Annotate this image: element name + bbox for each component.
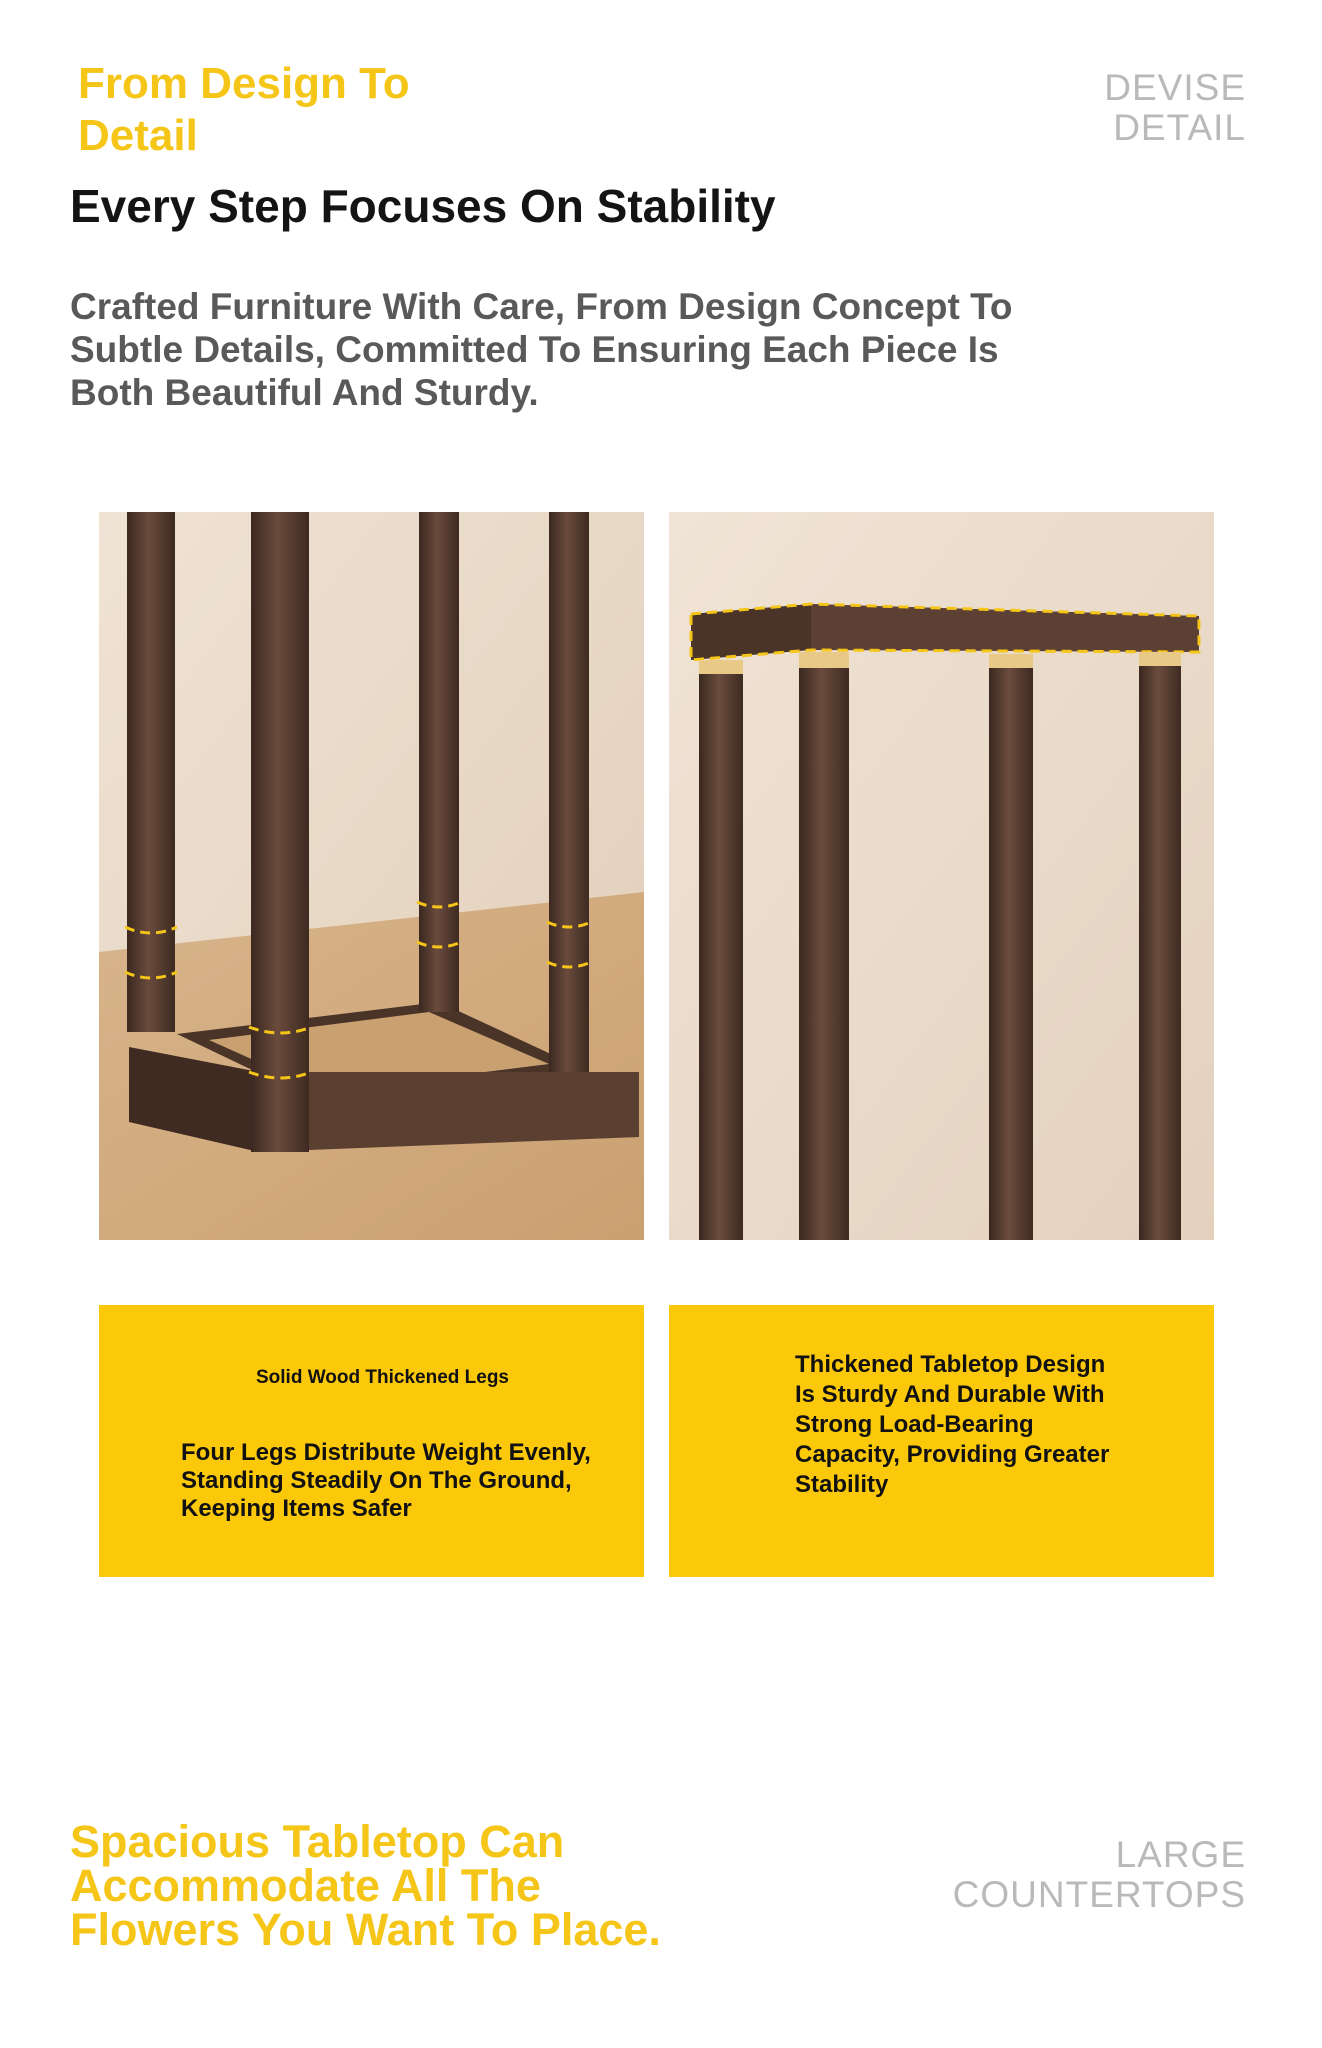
section-watermark-label — [1104, 68, 1246, 148]
wooden-legs-photo-icon — [99, 512, 644, 1240]
countertop-headline: Spacious Tabletop Can Accommodate All The Flowers You Want To Place. — [70, 1816, 661, 1955]
feature-title: Solid Wood Thickened Legs — [256, 1367, 510, 1388]
section-kicker: From Design To Detail — [78, 59, 410, 160]
section-headline: Every Step Focuses On Stability — [70, 180, 776, 232]
watermark-line: DETAIL — [1113, 107, 1246, 148]
section-description: Crafted Furniture With Care, From Design Concept To Subtle Details, Committed To Ensuring Each Piece Is Both Beautiful And Sturdy. — [70, 286, 1013, 413]
watermark-line: COUNTERTOPS — [952, 1874, 1246, 1915]
feature-card-tabletop — [669, 1305, 1214, 1577]
legs-photo — [99, 512, 644, 1240]
watermark-line: LARGE — [1115, 1834, 1246, 1875]
feature-body: Thickened Tabletop Design Is Sturdy And Durable With Strong Load-Bearing Capacity, Providing Greater Stability — [795, 1351, 1110, 1498]
watermark-line: DEVISE — [1104, 67, 1246, 108]
feature-body: Four Legs Distribute Weight Evenly, Standing Steadily On The Ground, Keeping Items Safer — [181, 1439, 591, 1522]
thick-tabletop-photo-icon — [669, 512, 1214, 1240]
tabletop-photo — [669, 512, 1214, 1240]
countertop-watermark-label — [953, 1835, 1246, 1915]
feature-card-legs — [99, 1305, 644, 1577]
